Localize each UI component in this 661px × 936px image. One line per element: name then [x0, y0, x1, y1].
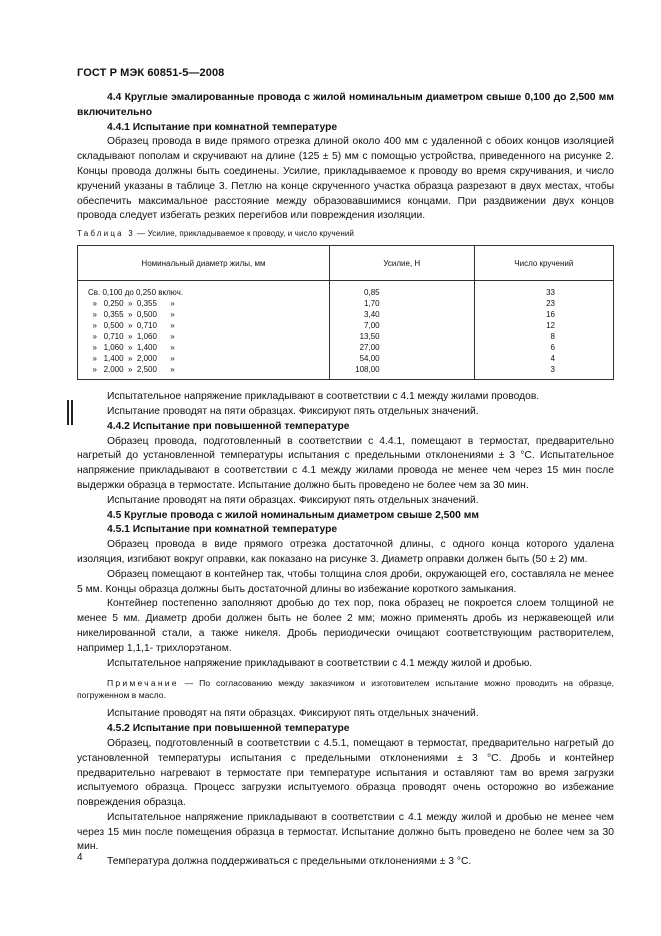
document-header: ГОСТ Р МЭК 60851-5—2008 [77, 67, 225, 79]
section-4-5-1-text: Испытательное напряжение прикладывают в соответствии с 4.1 между жилой и дробью. [107, 657, 533, 669]
table-row [78, 353, 614, 364]
table-cell-diameter: » 0,710 » 1,060 » [88, 332, 175, 342]
table-cell-force: 54,00 [329, 353, 474, 364]
table-cell-twists: 3 [474, 364, 613, 380]
table-cell-twists: 33 [474, 281, 613, 299]
section-4-4-2-title: 4.4.2 Испытание при повышенной температуре [107, 420, 350, 432]
table-cell-twists: 23 [474, 298, 613, 309]
section-4-5-2-text: Образец, подготовленный в соответствии с 4.5.1, помещают в термостат, предварительно нагретый до установленной температуры испытания с предельными отклонениями ± 3 °С. Дробь и контейнер предварительно нагревают в термостате при температуре испытания и оставляют там во время загрузки испытуемого образца. Процесс загрузки испытуемого образца проводят очень осторожно во избежание повреждения образца. [77, 737, 614, 809]
table-cell-diameter: Св. 0,100 до 0,250 включ. [88, 288, 184, 298]
document-body [77, 91, 614, 870]
table-cell-twists: 4 [474, 353, 613, 364]
table-cell-force: 3,40 [329, 309, 474, 320]
change-bar [71, 400, 73, 425]
table-cell-diameter: » 0,250 » 0,355 » [88, 299, 175, 309]
table-row [78, 320, 614, 331]
table-cell-diameter: » 1,060 » 1,400 » [88, 343, 175, 353]
table-caption-text: — Усилие, прикладываемое к проводу, и число кручений [134, 229, 354, 239]
table-caption [77, 228, 614, 239]
section-4-4-2-text: Образец провода, подготовленный в соответствии с 4.4.1, помещают в термостат, предварительно нагретый до установленной температуры испытания с предельными отклонениями ± 3 °С. Испытательное напряжение прикладывают в соответствии с 4.1 между жилами провода не менее чем через 15 мин после выдержки образца в термостате. Испытание должно быть проведено не более чем за 30 мин. [77, 435, 614, 491]
table-cell-twists: 6 [474, 342, 613, 353]
section-4-5-1-title: 4.5.1 Испытание при комнатной температуре [107, 524, 338, 536]
table-row [78, 364, 614, 380]
table-3 [77, 245, 614, 380]
table-row [78, 281, 614, 299]
table-header-twists: Число кручений [474, 246, 613, 281]
table-header-force: Усилие, Н [329, 246, 474, 281]
section-4-5-2-text: Испытательное напряжение прикладывают в соответствии с 4.1 между жилой и дробью не менее чем через 15 мин после помещения образца в термостат. Испытание должно быть проведено не более чем за 30 мин. [77, 811, 614, 853]
paragraph-five-samples: Испытание проводят на пяти образцах. Фиксируют пять отдельных значений. [107, 708, 479, 720]
table-header-diameter: Номинальный диаметр жилы, мм [78, 246, 330, 281]
table-cell-diameter: » 0,500 » 0,710 » [88, 321, 175, 331]
table-cell-diameter: » 0,355 » 0,500 » [88, 310, 175, 320]
table-cell-diameter: » 1,400 » 2,000 » [88, 354, 175, 364]
section-4-5-2-text: Температура должна поддерживаться с предельными отклонениями ± 3 °С. [107, 856, 472, 868]
table-cell-diameter: » 2,000 » 2,500 » [88, 365, 175, 375]
table-caption-lead: Таблица 3 [77, 229, 135, 239]
table-cell-force: 108,00 [329, 364, 474, 380]
table-row [78, 298, 614, 309]
table-cell-twists: 8 [474, 331, 613, 342]
section-4-5-2-title: 4.5.2 Испытание при повышенной температуре [107, 723, 350, 735]
table-cell-twists: 16 [474, 309, 613, 320]
note-lead: Примечание [107, 678, 179, 689]
change-bar [67, 400, 69, 425]
table-cell-force: 1,70 [329, 298, 474, 309]
paragraph-five-samples: Испытание проводят на пяти образцах. Фиксируют пять отдельных значений. [107, 494, 479, 506]
paragraph-voltage: Испытательное напряжение прикладывают в соответствии с 4.1 между жилами проводов. [107, 391, 540, 403]
table-cell-force: 27,00 [329, 342, 474, 353]
section-4-5-1-text: Образец провода в виде прямого отрезка достаточной длины, с одного конца которого удалена изоляция, изгибают вокруг оправки, как показано на рисунке 3. Диаметр оправки должен быть (50 ± 2) мм. [77, 539, 614, 565]
page-number: 4 [77, 852, 83, 863]
section-4-4-title: 4.4 Круглые эмалированные провода с жилой номинальным диаметром свыше 0,100 до 2,500 мм включительно [77, 92, 614, 118]
section-4-4-1-text: Образец провода в виде прямого отрезка длиной около 400 мм с удаленной с обоих концов изоляцией складывают пополам и скручивают на длине (125 ± 5) мм с помощью устройства, приведенного на рисунке 2. Концы провода должны быть соединены. Усилие, прикладываемое к проводу во время скручивания, и число кручений указаны в таблице 3. Петлю на конце скрученного участка образца разрезают в двух местах, чтобы обеспечить максимальное расстояние между образовавшимися концами. При раздвижении двух концов провода следует избегать резких перегибов или повреждения изоляции. [77, 136, 614, 222]
section-4-5-1-text: Образец помещают в контейнер так, чтобы толщина слоя дроби, окружающей его, составляла не менее 5 мм. Концы образца должны быть достаточной длины во избежание короткого замыкания. [77, 568, 614, 595]
paragraph-five-samples: Испытание проводят на пяти образцах. Фиксируют пять отдельных значений. [107, 405, 479, 417]
table-cell-force: 13,50 [329, 331, 474, 342]
section-4-5-title: 4.5 Круглые провода с жилой номинальным диаметром свыше 2,500 мм [107, 509, 479, 521]
table-cell-force: 0,85 [329, 281, 474, 299]
section-4-4-1-title: 4.4.1 Испытание при комнатной температуре [107, 121, 338, 133]
note-text: — По согласованию между заказчиком и изготовителем испытание можно проводить на образце, погруженном в масло. [77, 678, 614, 701]
note [77, 677, 614, 701]
table-row [78, 342, 614, 353]
table-cell-force: 7,00 [329, 320, 474, 331]
section-4-5-1-text: Контейнер постепенно заполняют дробью до тех пор, пока образец не покроется слоем толщиной не менее 5 мм. Диаметр дроби должен быть не более 2 мм; можно применять дробь из нержавеющей или никелированной стали, а также никеля. Дробь периодически очищают соответствующим растворителем, например 1,1,1- трихлорэтаном. [77, 598, 614, 654]
table-row [78, 309, 614, 320]
table-cell-twists: 12 [474, 320, 613, 331]
table-row [78, 331, 614, 342]
